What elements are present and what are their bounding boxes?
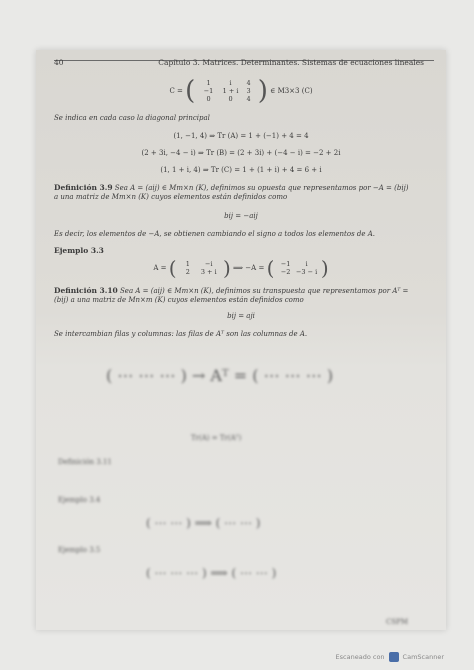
- blurred-page-end: CSPM: [386, 618, 409, 626]
- matrix-cell: −1: [280, 260, 291, 268]
- camscanner-logo-icon: [389, 652, 399, 662]
- matrix-neg-a-body: [277, 260, 319, 276]
- matrix-c-lhs: C =: [169, 87, 183, 95]
- definition-3-10-line2: (bij) a una matriz de Mn×m (K) cuyos elementos están definidos como: [54, 296, 304, 304]
- swap-note: Se intercambian filas y columnas: las filas de Aᵀ son las columnas de A.: [54, 330, 308, 338]
- diagonal-intro: Se indica en cada caso la diagonal principal: [54, 114, 210, 122]
- matrix-cell: 4: [246, 79, 251, 87]
- matrix-cell: −2: [280, 268, 291, 276]
- matrix-cell: 2: [185, 268, 190, 276]
- example-arrow: ⟹ −A =: [233, 264, 265, 272]
- definition-3-9-formula: bij = −aij: [224, 212, 258, 220]
- document-page: [36, 50, 446, 630]
- matrix-cell: 1 + i: [222, 87, 239, 95]
- matrix-cell: 1: [206, 79, 211, 87]
- matrix-cell: 3 + i: [200, 268, 217, 276]
- definition-3-9: [54, 183, 408, 192]
- blurred-equation-a: ( ⋯ ⋯ ) ⟹ ( ⋯ ⋯ ): [146, 516, 261, 530]
- matrix-cell: 0: [228, 95, 233, 103]
- scanned-by-text: Escaneado con: [335, 653, 385, 661]
- matrix-cell: −3 − i: [295, 268, 318, 276]
- blurred-definition: Definición 3.11: [58, 458, 112, 466]
- scanner-watermark: [336, 652, 444, 662]
- example-3-3-heading: Ejemplo 3.3: [54, 246, 104, 255]
- matrix-c-rhs: ∈ M3×3 (C): [270, 87, 313, 95]
- matrix-cell: i: [229, 79, 232, 87]
- trace-eq-b: (2 + 3i, −4 − i) ⇒ Tr (B) = (2 + 3i) + (−4 − i) = −2 + 2i: [141, 149, 341, 157]
- definition-3-10-label: Definición 3.10: [54, 286, 118, 295]
- blurred-trace-property: Tr(A) = Tr(Aᵀ): [191, 434, 242, 442]
- definition-3-10-line1: Sea A = (aij) ∈ Mm×n (K), definimos su transpuesta que representamos por Aᵀ =: [120, 287, 409, 295]
- matrix-cell: −1: [203, 87, 214, 95]
- matrix-a-body: [179, 260, 221, 276]
- blurred-region: [36, 340, 446, 630]
- definition-3-9-line2: a una matriz de Mm×n (K) cuyos elementos están definidos como: [54, 193, 288, 201]
- matrix-cell: 3: [246, 87, 251, 95]
- example-3-3-equation: A = ( 1 −i 2 3 + i ) ⟹ −A = ( −1 i −2 −3 − i ): [153, 256, 329, 280]
- definition-3-9-label: Definición 3.9: [54, 183, 113, 192]
- trace-eq-c: (1, 1 + i, 4) ⇒ Tr (C) = 1 + (1 + i) + 4 = 6 + i: [160, 166, 322, 174]
- chapter-title: Capítulo 3. Matrices. Determinantes. Sistemas de ecuaciones lineales: [158, 58, 424, 67]
- definition-3-10: [54, 286, 408, 295]
- legible-region: [36, 50, 446, 340]
- matrix-cell: −i: [205, 260, 213, 268]
- definition-3-9-line1: Sea A = (aij) ∈ Mm×n (K), definimos su opuesta que representamos por −A = (bij): [114, 184, 409, 192]
- blurred-example-b: Ejemplo 3.5: [58, 546, 101, 554]
- camscanner-label: CamScanner: [402, 653, 444, 661]
- running-header: [54, 58, 434, 67]
- trace-eq-a: (1, −1, 4) ⇒ Tr (A) = 1 + (−1) + 4 = 4: [173, 132, 309, 140]
- blurred-matrix-a: ( ⋯ ⋯ ⋯ ) → Aᵀ = ( ⋯ ⋯ ⋯ ): [106, 366, 334, 385]
- matrix-cell: i: [305, 260, 308, 268]
- definition-3-10-formula: bij = aji: [227, 312, 255, 320]
- blurred-example-a: Ejemplo 3.4: [58, 496, 101, 504]
- blurred-equation-b: ( ⋯ ⋯ ⋯ ) ⟹ ( ⋯ ⋯ ): [146, 566, 277, 580]
- matrix-cell: 1: [185, 260, 190, 268]
- matrix-c-body: [198, 79, 256, 103]
- matrix-cell: 0: [206, 95, 211, 103]
- example-lhs: A =: [153, 264, 167, 272]
- matrix-c-equation: C = ( 1 i 4 −1 1 + i 3 0 0 4 ) ∈ M3×3 (C): [169, 76, 313, 106]
- definition-3-9-note: Es decir, los elementos de −A, se obtienen cambiando el signo a todos los elementos de A.: [54, 230, 376, 238]
- matrix-cell: 4: [246, 95, 251, 103]
- page-number: 40: [54, 58, 64, 67]
